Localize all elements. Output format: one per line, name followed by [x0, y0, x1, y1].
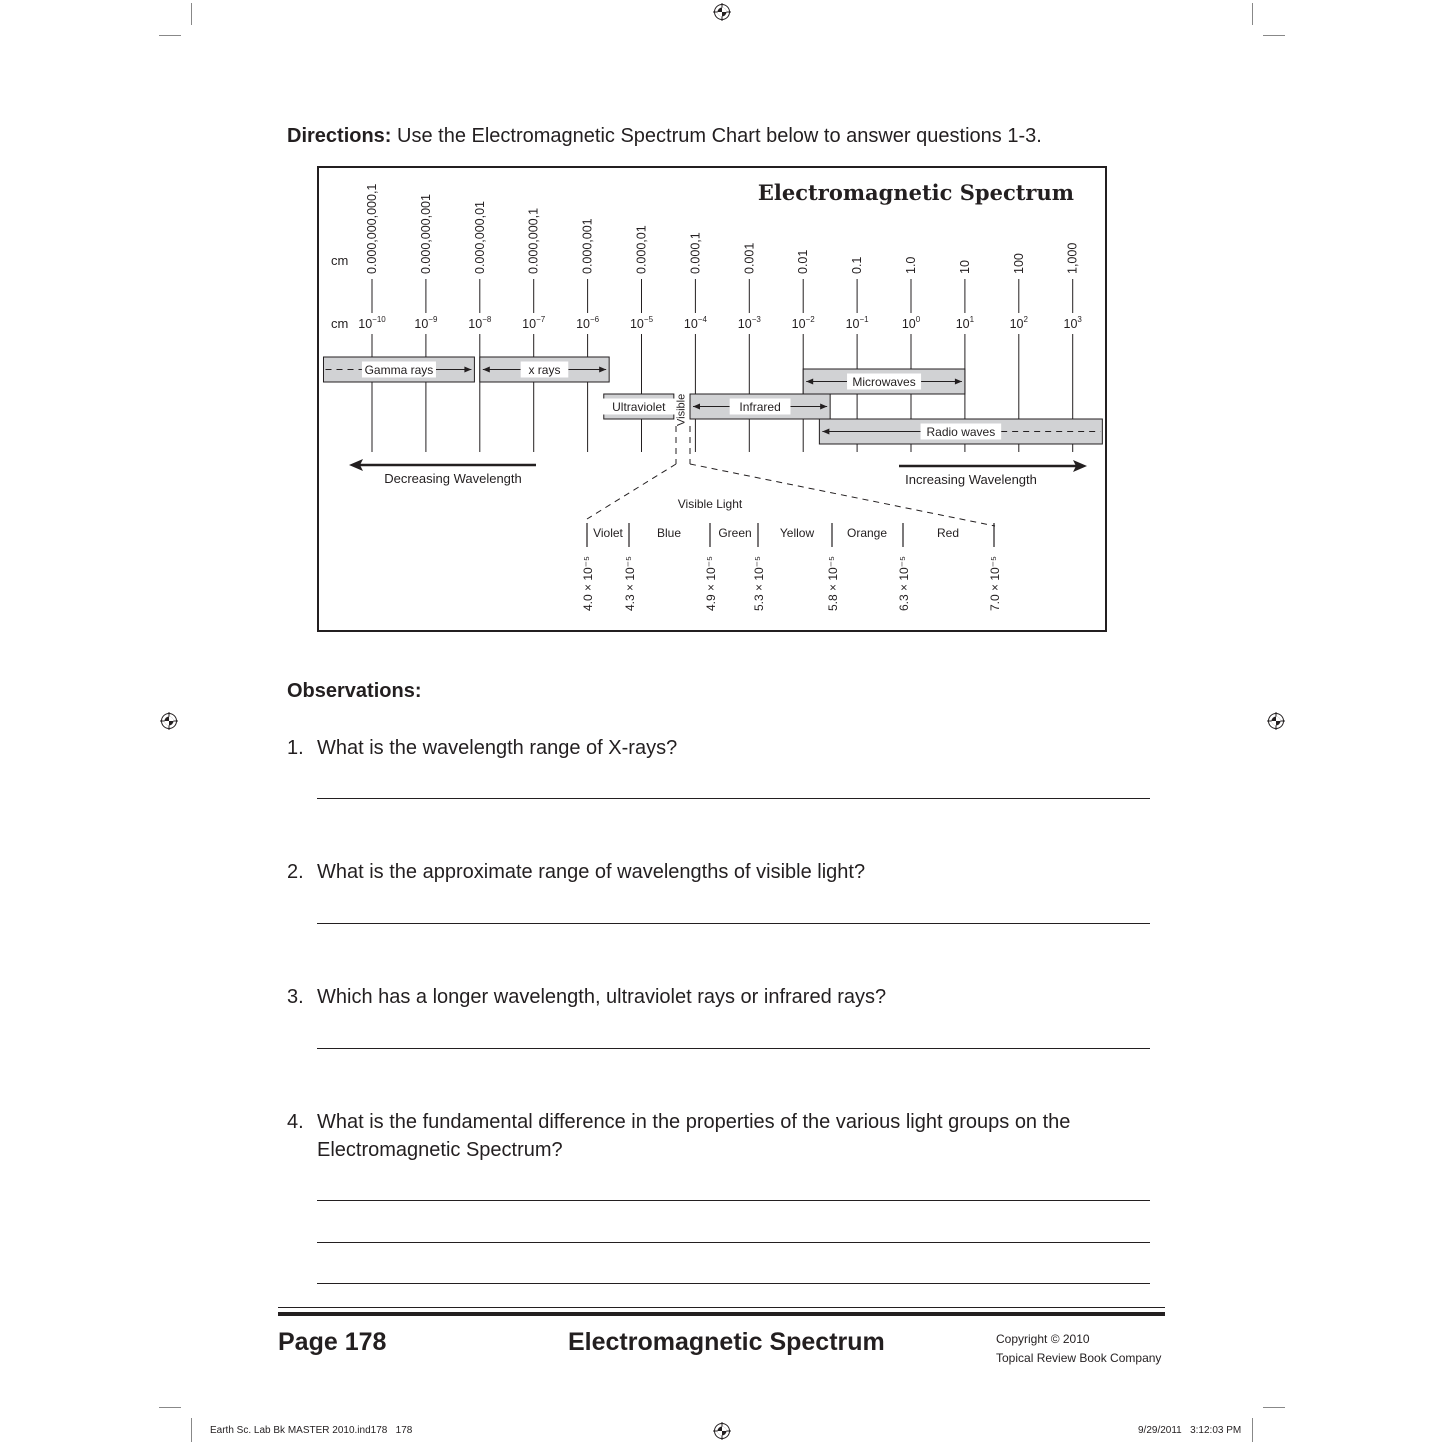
decimal-tick-label: 0.000,001	[580, 218, 595, 274]
question-number: 1.	[287, 737, 304, 759]
visible-boundary-label: 4.3 × 10⁻⁵	[623, 555, 637, 611]
answer-line-1[interactable]	[317, 798, 1150, 799]
answer-line-3[interactable]	[317, 1048, 1150, 1049]
chart-title: Electromagnetic Spectrum	[757, 180, 1074, 205]
visible-color-label-green: Green	[718, 526, 752, 540]
decimal-tick-label: 0.000,000,000,1	[365, 183, 379, 274]
exponent-tick-label: $10^0$	[901, 315, 921, 331]
crop-mark	[191, 1418, 192, 1442]
band-label: x rays	[528, 363, 561, 377]
answer-line-2[interactable]	[317, 923, 1150, 924]
exponent-tick-label: $10^{-3}$	[737, 315, 761, 331]
registration-mark-icon	[1267, 712, 1285, 730]
copyright	[996, 1330, 1161, 1368]
exponent-tick-label: $10^{-9}$	[414, 315, 438, 331]
directions-text: Use the Electromagnetic Spectrum Chart below to answer questions 1-3.	[391, 125, 1042, 147]
crop-mark	[1252, 3, 1253, 25]
decimal-tick-label: 0.1	[850, 256, 865, 274]
question-text: What is the wavelength range of X-rays?	[317, 737, 678, 759]
page-number: Page 178	[278, 1328, 387, 1356]
exponent-tick-label: $10^{-10}$	[358, 315, 386, 331]
registration-mark-icon	[160, 712, 178, 730]
decimal-tick-label: 100	[1011, 253, 1026, 274]
decimal-tick-label: 0.000,000,001	[418, 194, 433, 274]
answer-line-4a[interactable]	[317, 1200, 1150, 1201]
exponent-tick-label: $10^{-6}$	[576, 315, 600, 331]
answer-line-4c[interactable]	[317, 1283, 1150, 1284]
decimal-tick-label: 0.000,1	[688, 232, 703, 274]
decimal-tick-label: 0.000,000,1	[526, 207, 541, 274]
visible-color-label-blue: Blue	[656, 526, 682, 540]
exponent-tick-label: $10^{-7}$	[522, 315, 546, 331]
exponent-tick-label: $10^1$	[955, 315, 975, 331]
footer-rule-thick	[278, 1312, 1165, 1316]
footer-rule-thin	[278, 1307, 1165, 1308]
copyright-line: Copyright © 2010	[996, 1332, 1090, 1346]
exponent-tick-label: $10^2$	[1009, 315, 1028, 331]
exponent-tick-label: $10^3$	[1063, 315, 1082, 331]
registration-mark-icon	[713, 1422, 731, 1440]
exponent-tick-label: $10^{-1}$	[845, 315, 869, 331]
observations-heading: Observations:	[287, 680, 422, 702]
crop-mark	[1263, 1407, 1285, 1408]
visible-boundary-label: 5.3 × 10⁻⁵	[752, 555, 766, 611]
decimal-tick-label: 0.000,000,01	[472, 201, 487, 274]
visible-boundary-label: 4.9 × 10⁻⁵	[704, 555, 718, 611]
exponent-tick-label: $10^{-2}$	[791, 315, 815, 331]
visible-light-title: Visible Light	[677, 497, 743, 511]
decimal-tick-label: 0.000,01	[634, 225, 649, 274]
footer-title: Electromagnetic Spectrum	[568, 1328, 885, 1356]
visible-boundary-label: 6.3 × 10⁻⁵	[897, 555, 911, 611]
question-text: What is the fundamental difference in the properties of the various light groups on the Electromagnetic Spectrum?	[317, 1111, 1071, 1161]
band-label: Infrared	[739, 400, 781, 414]
band-radio-waves	[819, 419, 1102, 444]
visible-boundary-label: 5.8 × 10⁻⁵	[826, 555, 840, 611]
question-number: 2.	[287, 861, 304, 883]
band-gamma-rays	[323, 357, 474, 382]
publisher-line: Topical Review Book Company	[996, 1351, 1162, 1365]
slug-filename: Earth Sc. Lab Bk MASTER 2010.ind178 178	[210, 1425, 413, 1436]
visible-color-label-orange: Orange	[846, 526, 888, 540]
question-text: What is the approximate range of wavelengths of visible light?	[317, 861, 866, 883]
band-infrared	[690, 394, 830, 419]
band-label: Visible	[675, 393, 688, 426]
band-x-rays	[480, 357, 609, 382]
visible-boundary-label: 7.0 × 10⁻⁵	[988, 555, 1002, 611]
decimal-tick-label: 0.001	[742, 242, 757, 274]
registration-mark-icon	[713, 3, 731, 21]
electromagnetic-spectrum-chart	[317, 166, 1108, 633]
band-ultraviolet	[599, 394, 680, 419]
band-visible	[676, 394, 688, 426]
crop-mark	[1252, 1418, 1253, 1442]
exponent-tick-label: $10^{-4}$	[683, 315, 707, 331]
decimal-tick-label: 10	[957, 260, 972, 274]
crop-mark	[159, 1407, 181, 1408]
unit-label-exponent: cm	[331, 316, 349, 331]
directions-label: Directions:	[287, 125, 392, 147]
increasing-wavelength-label: Increasing Wavelength	[905, 472, 1037, 487]
directions	[287, 125, 1042, 148]
band-microwaves	[803, 369, 965, 394]
exponent-tick-label: $10^{-5}$	[629, 315, 654, 331]
decimal-tick-label: 1,000	[1065, 242, 1080, 274]
band-label: Radio waves	[926, 425, 996, 439]
visible-color-label-yellow: Yellow	[779, 526, 815, 540]
visible-color-label-red: Red	[936, 526, 960, 540]
answer-line-4b[interactable]	[317, 1242, 1150, 1243]
question-number: 4.	[287, 1111, 304, 1133]
decimal-tick-label: 0.01	[796, 249, 811, 274]
decreasing-wavelength-label: Decreasing Wavelength	[384, 471, 522, 486]
slug-timestamp: 9/29/2011 3:12:03 PM	[1138, 1425, 1242, 1436]
decimal-tick-label: 1.0	[904, 256, 918, 274]
exponent-tick-label: $10^{-8}$	[468, 315, 492, 331]
band-label: Gamma rays	[364, 363, 434, 377]
band-label: Ultraviolet	[612, 400, 666, 414]
question-text: Which has a longer wavelength, ultraviolet rays or infrared rays?	[317, 986, 887, 1008]
visible-boundary-label: 4.0 × 10⁻⁵	[581, 555, 595, 611]
unit-label-decimal: cm	[331, 253, 349, 268]
visible-color-label-violet: Violet	[593, 526, 623, 540]
crop-mark	[159, 35, 181, 36]
crop-mark	[1263, 35, 1285, 36]
question-number: 3.	[287, 986, 304, 1008]
band-label: Microwaves	[852, 375, 916, 389]
crop-mark	[191, 3, 192, 25]
